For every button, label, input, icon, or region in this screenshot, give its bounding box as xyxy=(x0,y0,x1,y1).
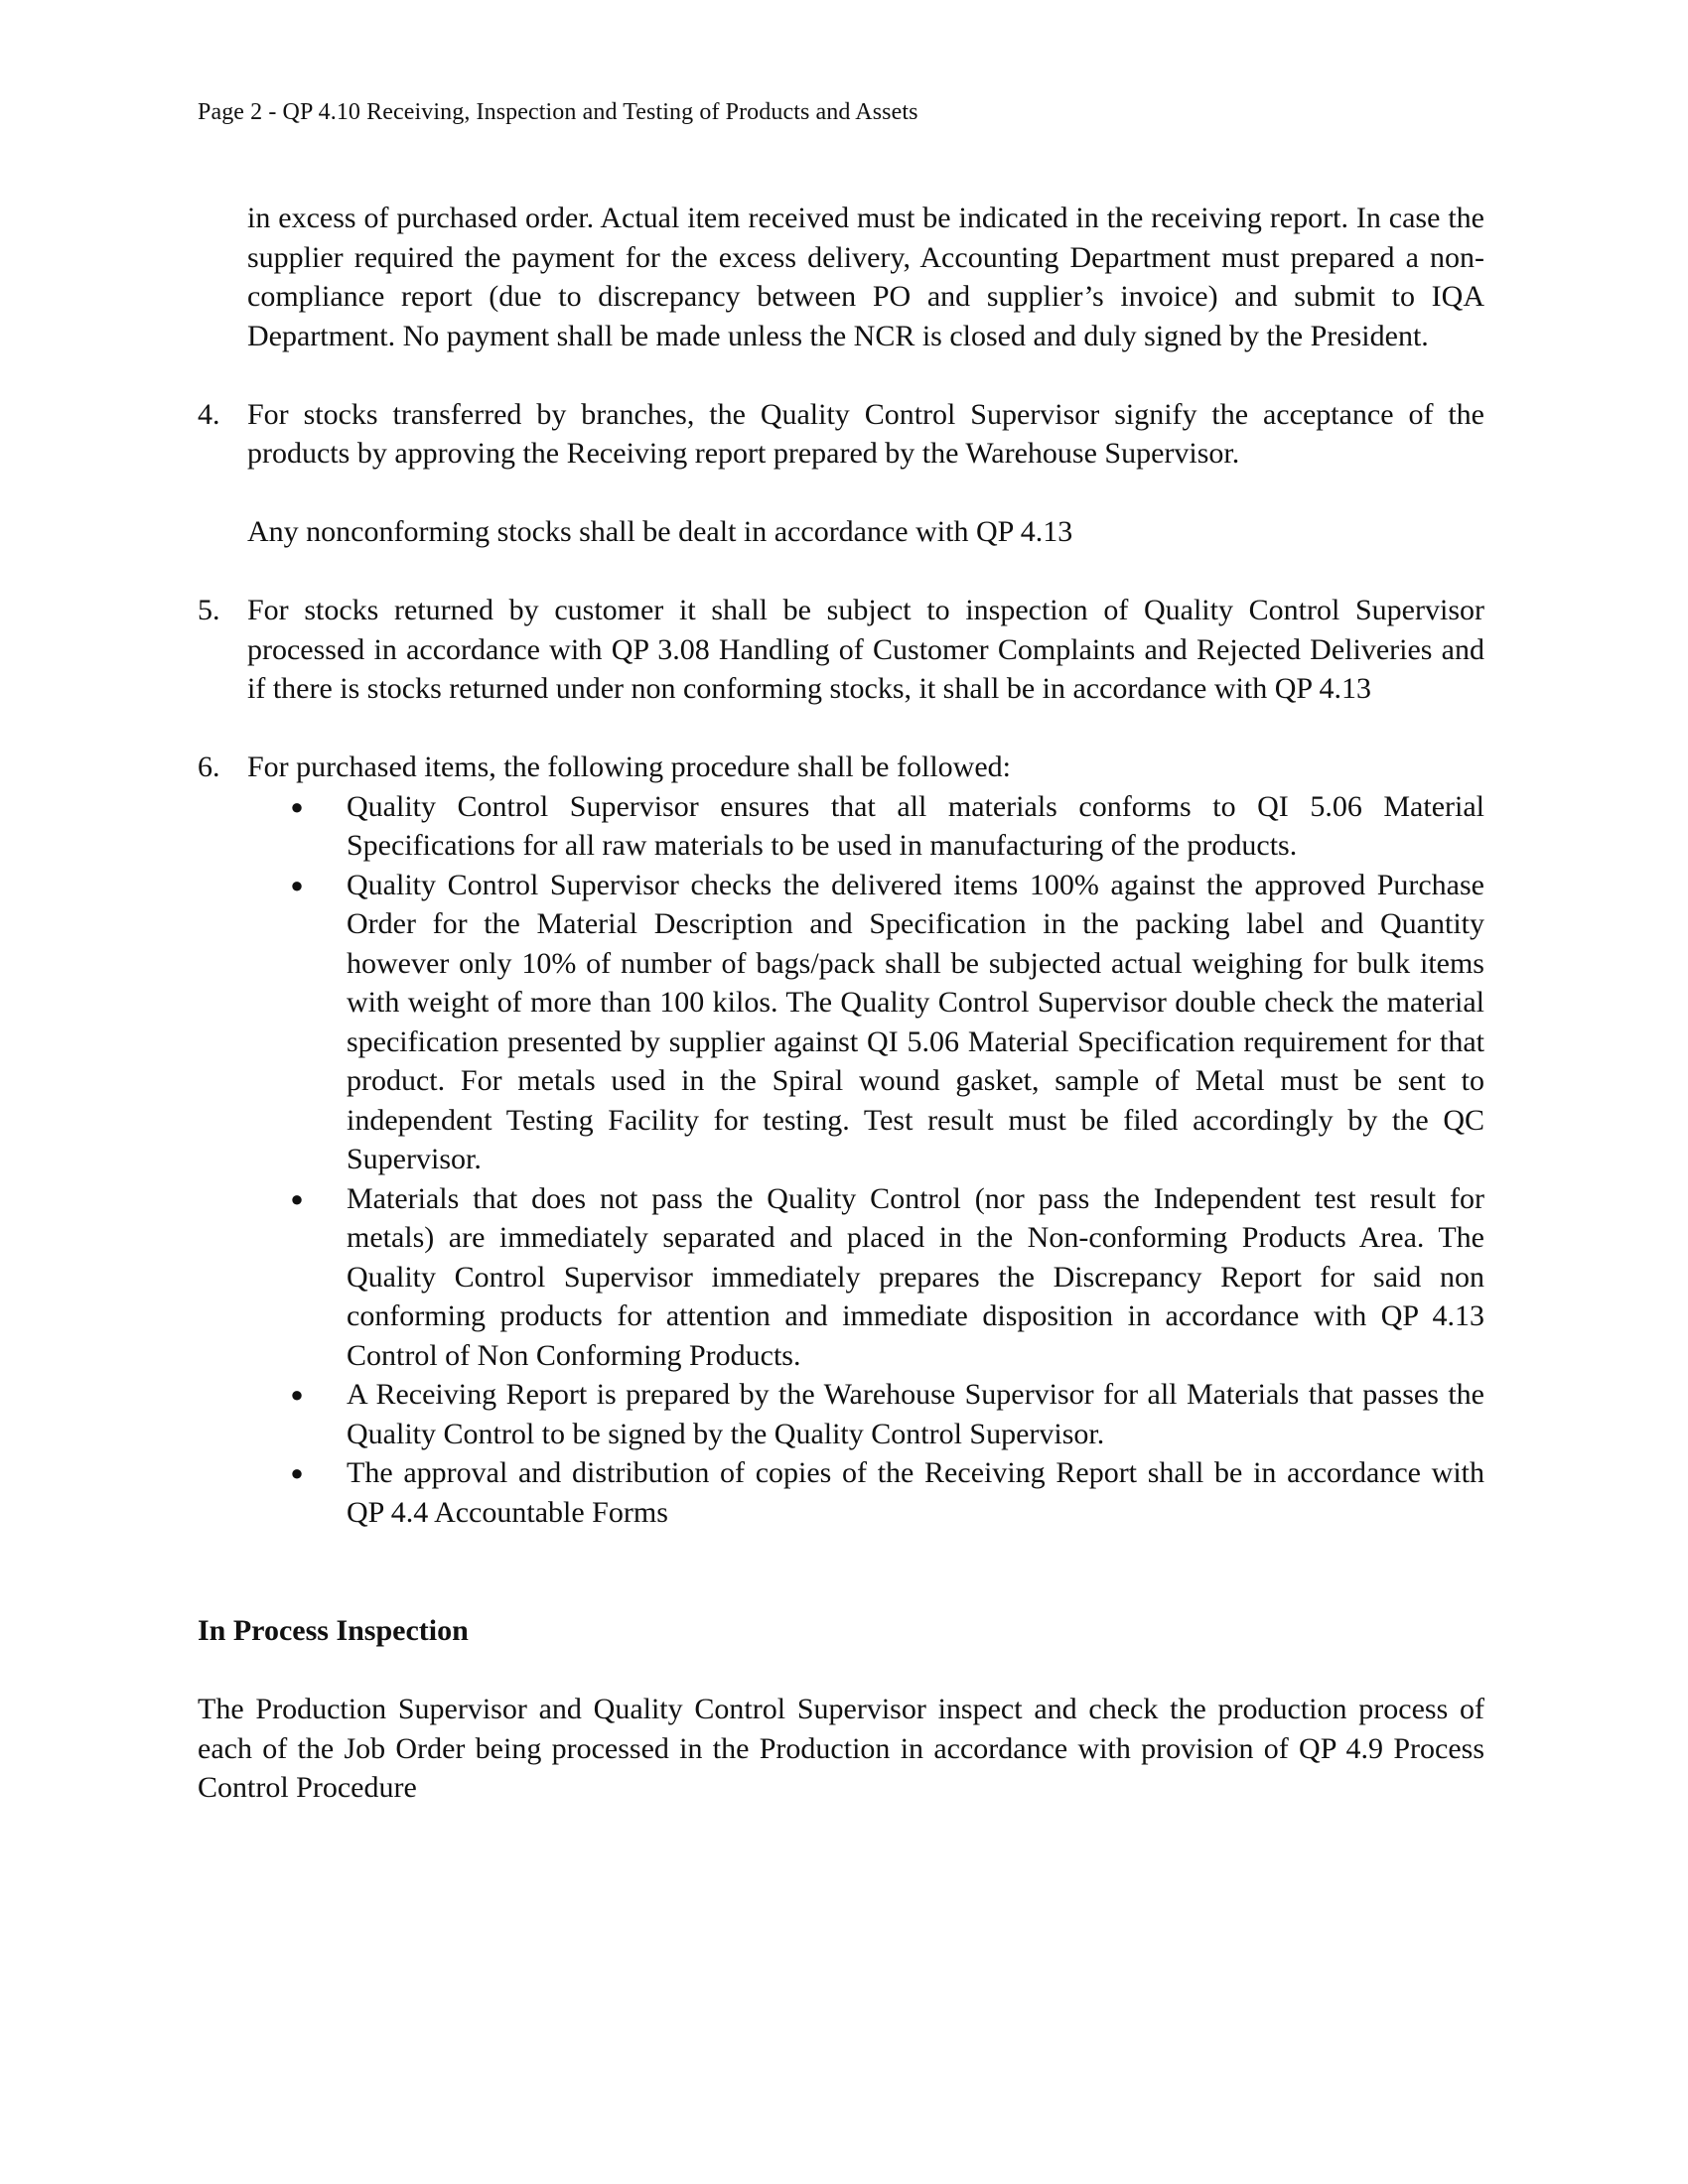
bullet-dot-icon: ● xyxy=(290,1185,304,1211)
list-item-number: 4. xyxy=(198,397,220,431)
bullet-dot-icon: ● xyxy=(290,793,304,819)
bullet-dot-icon: ● xyxy=(290,1382,304,1407)
list-item-number: 6. xyxy=(198,751,220,783)
list-item-5 xyxy=(198,591,1484,709)
bullet-item: ● The approval and distribution of copies of the Receiving Report shall be in accordance with QP 4.4 Accountable Forms xyxy=(247,1453,1484,1532)
list-item-text: For stocks transferred by branches, the Quality Control Supervisor signify the acceptance of the products by approving the Receiving report prepared by the Warehouse Supervisor. xyxy=(247,397,1484,470)
page-header: Page 2 - QP 4.10 Receiving, Inspection and Testing of Products and Assets xyxy=(198,99,918,125)
bullet-dot-icon: ● xyxy=(290,872,304,897)
bullet-item: ● Quality Control Supervisor checks the delivered items 100% against the approved Purchase Order for the Material Description and Specification in the packing label and Quantity however only 10% of number of bags/pack shall be subjected actual weighing for bulk items with weight of more than 100 kilos. The Quality Control Supervisor double check the material specification presented by supplier against QI 5.06 Material Specification requirement for that product. For metals used in the Spiral wound gasket, sample of Metal must be sent to independent Testing Facility for testing. Test result must be filed accordingly by the QC Supervisor. xyxy=(247,866,1484,1179)
continuation-paragraph: in excess of purchased order. Actual item received must be indicated in the receiving report. In case the supplier required the payment for the excess delivery, Accounting Department must prepared a non-compliance report (due to discrepancy between PO and supplier’s invoice) and submit to IQA Department. No payment shall be made unless the NCR is closed and duly signed by the President. xyxy=(247,202,1484,352)
document-body xyxy=(198,199,1484,1808)
section-paragraph: The Production Supervisor and Quality Control Supervisor inspect and check the production process of each of the Job Order being processed in the Production in accordance with provision of QP 4.9 Process Control Procedure xyxy=(198,1693,1484,1804)
list-item-text: For stocks returned by customer it shall be subject to inspection of Quality Control Supervisor processed in accordance with QP 3.08 Handling of Customer Complaints and Rejected Deliveries and if there is stocks returned under non conforming stocks, it shall be in accordance with QP 4.13 xyxy=(247,594,1484,705)
bullet-item: ● A Receiving Report is prepared by the Warehouse Supervisor for all Materials that passes the Quality Control to be signed by the Quality Control Supervisor. xyxy=(247,1375,1484,1453)
bullet-dot-icon: ● xyxy=(290,1460,304,1485)
list-item-number: 5. xyxy=(198,594,220,626)
bullet-item: ● Materials that does not pass the Quality Control (nor pass the Independent test result for metals) are immediately separated and placed in the Non-conforming Products Area. The Quality Control Supervisor immediately prepares the Discrepancy Report for said non conforming products for attention and immediate disposition in accordance with QP 4.13 Control of Non Conforming Products. xyxy=(247,1179,1484,1376)
bullet-item: ● Quality Control Supervisor ensures that all materials conforms to QI 5.06 Material Specifications for all raw materials to be used in manufacturing of the products. xyxy=(247,787,1484,866)
section-heading: In Process Inspection xyxy=(198,1614,469,1647)
list-item-6 xyxy=(198,748,1484,1532)
list-item-4 xyxy=(198,395,1484,552)
list-item-note: Any nonconforming stocks shall be dealt in accordance with QP 4.13 xyxy=(247,515,1073,548)
list-item-text: For purchased items, the following procedure shall be followed: xyxy=(247,751,1011,783)
procedure-bullet-list xyxy=(247,787,1484,1533)
